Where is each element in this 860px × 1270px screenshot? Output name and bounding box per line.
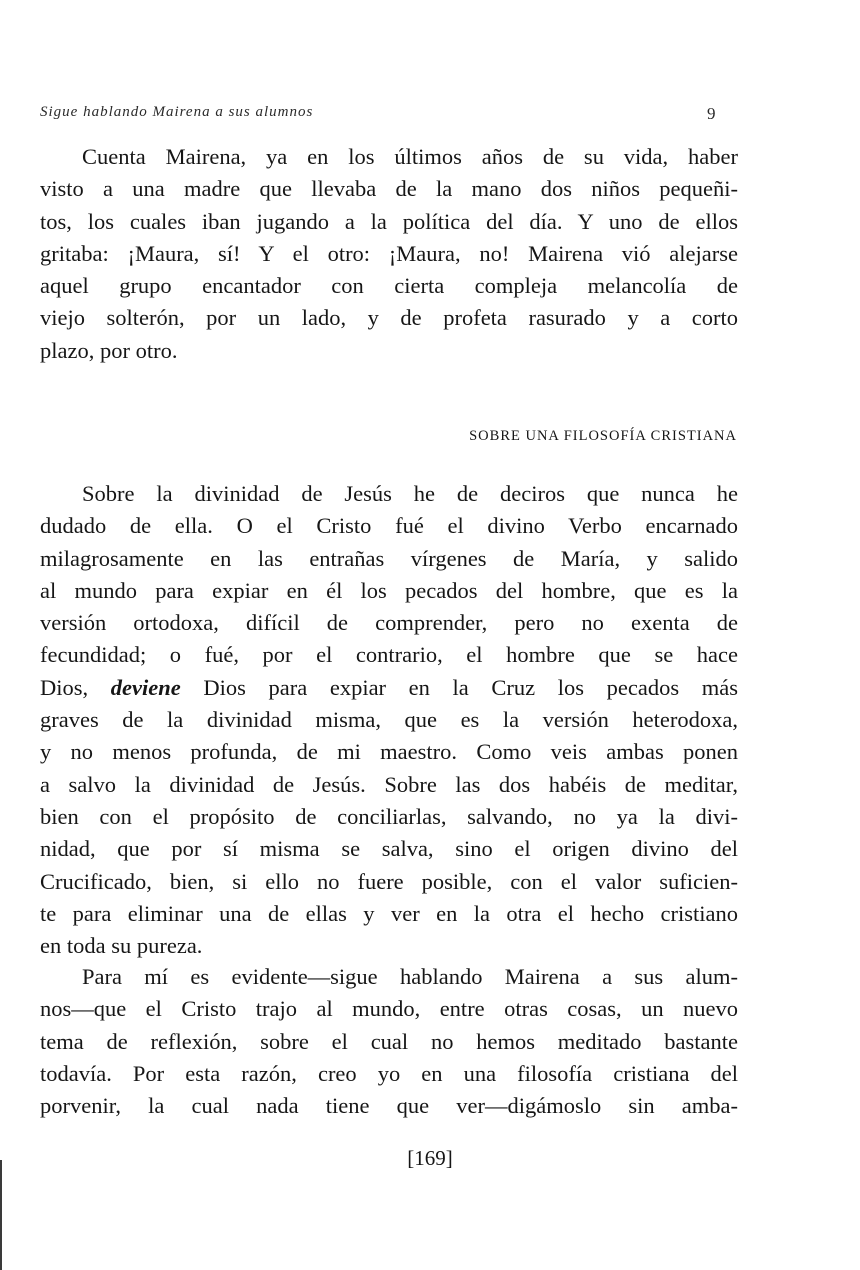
text-line [40, 672, 738, 704]
text-line: nidad, que por sí misma se salva, sino el origen divino del [40, 836, 738, 862]
text-line: bien con el propósito de conciliarlas, salvando, no ya la divi- [40, 803, 738, 829]
text-line: fecundidad; o fué, por el contrario, el hombre que se hace [40, 642, 738, 668]
italic-word: deviene [110, 674, 181, 700]
text-line: porvenir, la cual nada tiene que ver—digámoslo sin amba- [40, 1093, 738, 1119]
text-line: plazo, por otro. [40, 337, 178, 363]
text-line: versión ortodoxa, difícil de comprender, pero no exenta de [40, 610, 738, 636]
text-line: gritaba: ¡Maura, sí! Y el otro: ¡Maura, no! Mairena vió alejarse [40, 240, 738, 266]
text-line: al mundo para expiar en él los pecados del hombre, que es la [40, 577, 738, 603]
text-line: visto a una madre que llevaba de la mano dos niños pequeñi- [40, 176, 738, 202]
text-line: a salvo la divinidad de Jesús. Sobre las dos habéis de meditar, [40, 771, 738, 797]
page-number: 9 [707, 104, 716, 123]
text-line: tos, los cuales iban jugando a la política del día. Y uno de ellos [40, 208, 738, 234]
text-line: viejo solterón, por un lado, y de profeta rasurado y a corto [40, 305, 738, 331]
text-line: aquel grupo encantador con cierta compleja melancolía de [40, 273, 738, 299]
paragraph-2 [40, 478, 738, 962]
text-line: milagrosamente en las entrañas vírgenes de María, y salido [40, 545, 738, 571]
text-segment: Dios, [40, 674, 111, 700]
section-heading: SOBRE UNA FILOSOFÍA CRISTIANA [469, 428, 737, 444]
paragraph-3 [40, 961, 738, 1122]
folio-number: [169] [407, 1146, 453, 1170]
paragraph-1 [40, 141, 738, 367]
text-line: Crucificado, bien, si ello no fuere posible, con el valor suficien- [40, 868, 738, 894]
text-line: y no menos profunda, de mi maestro. Como veis ambas ponen [40, 739, 738, 765]
text-line: Cuenta Mairena, ya en los últimos años de su vida, haber [82, 144, 738, 169]
text-line: dudado de ella. O el Cristo fué el divino Verbo encarnado [40, 513, 738, 539]
text-line: tema de reflexión, sobre el cual no hemos meditado bastante [40, 1028, 738, 1054]
text-line: todavía. Por esta razón, creo yo en una filosofía cristiana del [40, 1060, 738, 1086]
text-segment: Dios para expiar en la Cruz los pecados más [180, 674, 738, 700]
text-line: Para mí es evidente—sigue hablando Mairena a sus alum- [82, 964, 738, 989]
text-line: en toda su pureza. [40, 933, 203, 959]
text-line: Sobre la divinidad de Jesús he de deciros que nunca he [82, 481, 738, 506]
text-line: graves de la divinidad misma, que es la versión heterodoxa, [40, 707, 738, 733]
running-head: Sigue hablando Mairena a sus alumnos [40, 104, 314, 120]
page-edge [0, 1160, 2, 1270]
text-line: te para eliminar una de ellas y ver en la otra el hecho cristiano [40, 900, 738, 926]
text-line: nos—que el Cristo trajo al mundo, entre otras cosas, un nuevo [40, 996, 738, 1022]
